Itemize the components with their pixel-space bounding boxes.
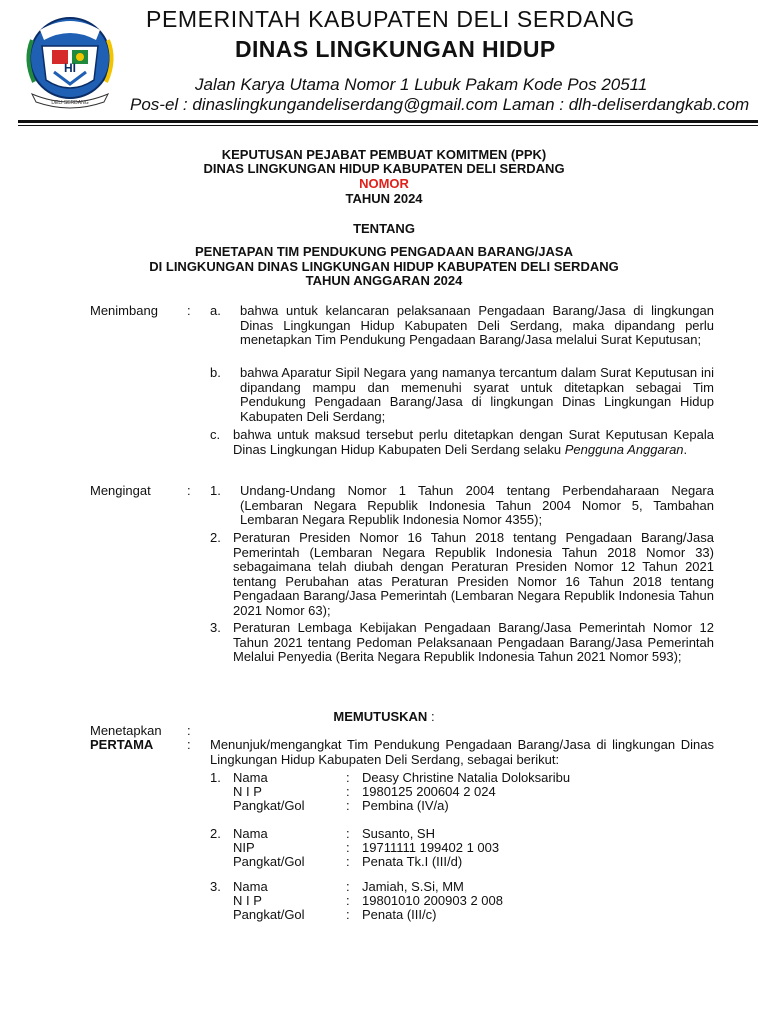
member-2-field-pangkat: Pangkat/Gol bbox=[233, 854, 305, 869]
memutuskan-colon: : bbox=[430, 709, 435, 724]
menimbang-colon: : bbox=[187, 303, 191, 318]
kop-agency-name: DINAS LINGKUNGAN HIDUP bbox=[235, 36, 556, 62]
member-3-number: 3. bbox=[210, 879, 221, 894]
decree-tentang: TENTANG bbox=[353, 221, 415, 236]
decree-year: TAHUN 2024 bbox=[345, 191, 423, 206]
pertama-colon: : bbox=[187, 737, 191, 752]
kop-address: Jalan Karya Utama Nomor 1 Lubuk Pakam Kode Pos 20511 bbox=[195, 75, 648, 94]
menimbang-marker-a: a. bbox=[210, 303, 221, 318]
member-2-nama: Susanto, SH bbox=[362, 826, 435, 841]
emblem-ribbon-text: DELI SERDANG bbox=[51, 100, 89, 106]
mengingat-item-2: Peraturan Presiden Nomor 16 Tahun 2018 tentang Pengadaan Barang/Jasa Pemerintah (Lembaran Negara Republik Indonesia Tahun 2018 Nomor 33) sebagaimana telah diubah dengan Peraturan Presiden Nomor 12 Tahun 2021 tentang Perubahan atas Peraturan Presiden Nomor 16 Tahun 2018 tentang Pengadaan Barang/Jasa Pemerintah (Lembaran Negara Republik Indonesia Tahun 2021 Nomor 63); bbox=[233, 530, 714, 618]
decree-subject-line3: TAHUN ANGGARAN 2024 bbox=[305, 273, 463, 288]
letterhead bbox=[0, 0, 768, 130]
mengingat-colon: : bbox=[187, 483, 191, 498]
member-1-nama: Deasy Christine Natalia Doloksaribu bbox=[362, 770, 571, 785]
decree-number: NOMOR bbox=[359, 176, 409, 191]
menimbang-item-c-end: . bbox=[683, 441, 688, 457]
menimbang-label: Menimbang bbox=[90, 303, 158, 318]
member-2-colon-2: : bbox=[346, 840, 350, 855]
emblem-letters: HI bbox=[64, 61, 76, 75]
menimbang-marker-b: b. bbox=[210, 365, 221, 380]
mengingat-marker-1: 1. bbox=[210, 483, 221, 498]
member-3-field-pangkat: Pangkat/Gol bbox=[233, 907, 305, 922]
decree-subject-line2: DI LINGKUNGAN DINAS LINGKUNGAN HIDUP KABUPATEN DELI SERDANG bbox=[149, 259, 619, 274]
member-3-pangkat: Penata (III/c) bbox=[362, 907, 437, 922]
deli-serdang-emblem-icon bbox=[18, 10, 122, 114]
menetapkan-label: Menetapkan bbox=[90, 723, 162, 738]
member-3-colon-1: : bbox=[346, 879, 350, 894]
member-2-colon-1: : bbox=[346, 826, 350, 841]
menimbang-item-b: bahwa Aparatur Sipil Negara yang namanya tercantum dalam Surat Keputusan ini dipandang mampu dan memenuhi syarat untuk ditetapkan sebagai Tim Pendukung Pengadaan Barang/Jasa di lingkungan Dinas Lingkungan Hidup Kabupaten Deli Serdang; bbox=[240, 365, 714, 424]
member-3-field-nip: N I P bbox=[233, 893, 262, 908]
mengingat-marker-2: 2. bbox=[210, 530, 221, 545]
menimbang-item-c-text: bahwa untuk maksud tersebut perlu ditetapkan dengan Surat Keputusan Kepala Dinas Lingkungan Hidup Kabupaten Deli Serdang selaku bbox=[233, 427, 714, 457]
decree-title-line1: KEPUTUSAN PEJABAT PEMBUAT KOMITMEN (PPK) bbox=[221, 147, 547, 162]
kop-contact: Pos-el : dinaslingkungandeliserdang@gmail.com Laman : dlh-deliserdangkab.com bbox=[130, 95, 750, 114]
member-2-pangkat: Penata Tk.I (III/d) bbox=[362, 854, 463, 869]
member-1-pangkat: Pembina (IV/a) bbox=[362, 798, 449, 813]
member-1-nip: 1980125 200604 2 024 bbox=[362, 784, 496, 799]
kop-government-name: PEMERINTAH KABUPATEN DELI SERDANG bbox=[146, 6, 635, 32]
mengingat-marker-3: 3. bbox=[210, 620, 221, 635]
member-3-field-nama: Nama bbox=[233, 879, 268, 894]
member-2-field-nama: Nama bbox=[233, 826, 268, 841]
kop-divider-thick bbox=[18, 120, 758, 123]
member-3-colon-2: : bbox=[346, 893, 350, 908]
member-1-colon-3: : bbox=[346, 798, 350, 813]
member-1-field-nama: Nama bbox=[233, 770, 268, 785]
mengingat-label: Mengingat bbox=[90, 483, 151, 498]
member-3-nip: 19801010 200903 2 008 bbox=[362, 893, 503, 908]
memutuskan-label: MEMUTUSKAN bbox=[333, 709, 428, 724]
menetapkan-colon: : bbox=[187, 723, 191, 738]
member-1-field-nip: N I P bbox=[233, 784, 262, 799]
pengguna-anggaran-term: Pengguna Anggaran bbox=[564, 441, 684, 457]
member-1-field-pangkat: Pangkat/Gol bbox=[233, 798, 305, 813]
member-2-nip: 19711111 199402 1 003 bbox=[362, 840, 500, 855]
menimbang-item-c bbox=[233, 428, 714, 457]
kop-divider-thin bbox=[18, 125, 758, 126]
pertama-label: PERTAMA bbox=[90, 737, 154, 752]
member-2-field-nip: NIP bbox=[233, 840, 255, 855]
menimbang-marker-c: c. bbox=[210, 427, 221, 442]
decree-subject-line1: PENETAPAN TIM PENDUKUNG PENGADAAN BARANG/JASA bbox=[195, 244, 573, 259]
menimbang-item-a: bahwa untuk kelancaran pelaksanaan Pengadaan Barang/Jasa di lingkungan Dinas Lingkungan Hidup Kabupaten Deli Serdang, maka dipandang perlu menetapkan Tim Pendukung Pengadaan Barang/Jasa melalui Surat Keputusan; bbox=[240, 303, 714, 348]
member-1-colon-2: : bbox=[346, 784, 350, 799]
member-3-colon-3: : bbox=[346, 907, 350, 922]
member-3-nama: Jamiah, S.Si, MM bbox=[362, 879, 464, 894]
mengingat-item-3: Peraturan Lembaga Kebijakan Pengadaan Barang/Jasa Pemerintah Nomor 12 Tahun 2021 tentang Pedoman Pelaksanaan Pengadaan Barang/Jasa Pemerintah Melalui Penyedia (Berita Negara Republik Indonesia Tahun 2021 Nomor 593); bbox=[233, 620, 714, 665]
member-2-colon-3: : bbox=[346, 854, 350, 869]
pertama-text: Menunjuk/mengangkat Tim Pendukung Pengadaan Barang/Jasa di lingkungan Dinas Lingkungan Hidup Kabupaten Deli Serdang, sebagai berikut: bbox=[210, 737, 714, 767]
member-1-colon-1: : bbox=[346, 770, 350, 785]
member-1-number: 1. bbox=[210, 770, 221, 785]
decree-title-line2: DINAS LINGKUNGAN HIDUP KABUPATEN DELI SERDANG bbox=[203, 161, 565, 176]
member-2-number: 2. bbox=[210, 826, 221, 841]
mengingat-item-1: Undang-Undang Nomor 1 Tahun 2004 tentang Perbendaharaan Negara (Lembaran Negara Republik Indonesia Tahun 2004 Nomor 5, Tambahan Lembaran Negara Republik Indonesia Nomor 4355); bbox=[240, 483, 714, 528]
